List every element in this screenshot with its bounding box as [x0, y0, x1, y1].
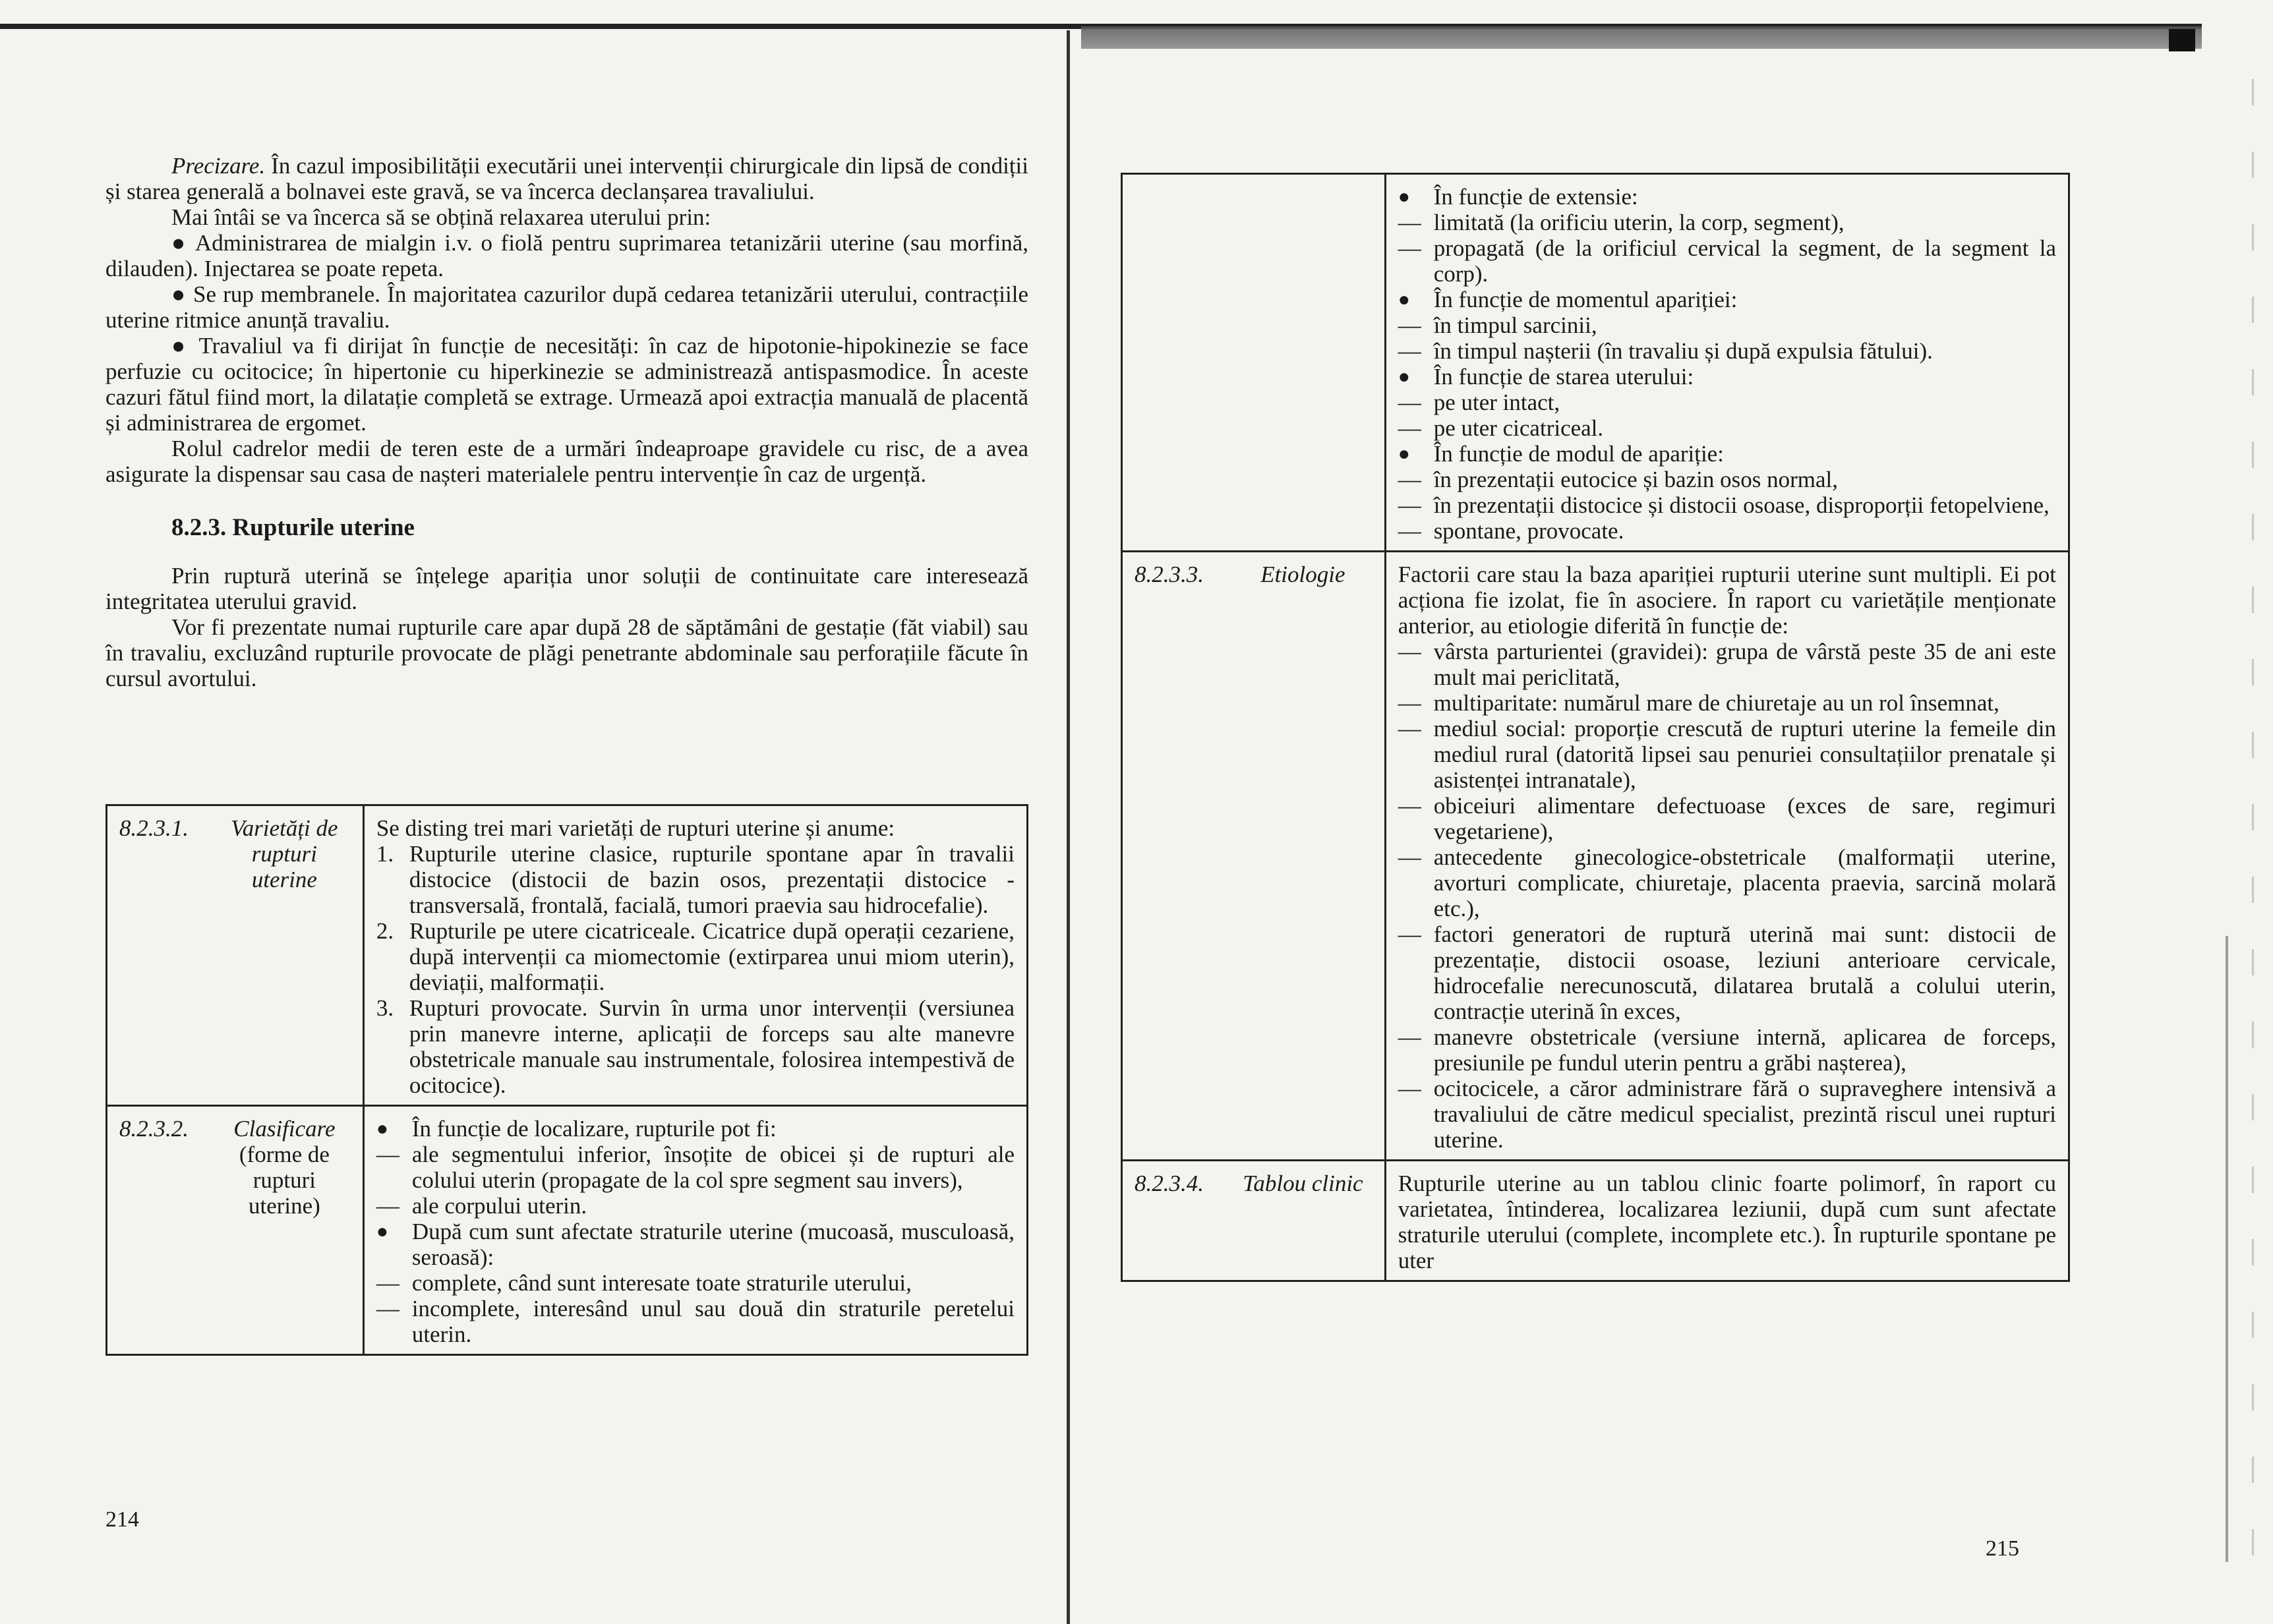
list-item — [1398, 716, 2056, 793]
dash-icon: — — [1398, 467, 1421, 492]
item-text: După cum sunt afectate straturile uterine (mucoasă, musculoasă, seroasă): — [411, 1219, 1015, 1270]
dash-icon: — — [1398, 639, 1421, 664]
list-item — [1398, 518, 2056, 544]
table-row — [1122, 174, 2069, 552]
item-text: multiparitate: numărul mare de chiuretaje au un rol însemnat, — [1433, 690, 1999, 716]
dash-icon: — — [376, 1142, 399, 1167]
list-item — [1398, 312, 2056, 338]
item-text: ale corpului uterin. — [411, 1193, 587, 1219]
list-item — [1398, 287, 2056, 312]
page-edge-shadow — [2226, 936, 2228, 1562]
item-text: ocitocicele, a căror administrare fără o supraveghere intensivă a travaliului de către medicul specialist, prezintă riscul unei rupturi uterine. — [1433, 1076, 2056, 1153]
section-heading: 8.2.3. Rupturile uterine — [171, 514, 415, 541]
section-title: Tablou clinic — [1243, 1171, 1363, 1196]
list-item — [376, 1296, 1015, 1347]
dash-icon: — — [376, 1193, 399, 1219]
list-item — [376, 1219, 1015, 1270]
dash-icon: — — [376, 1270, 399, 1296]
item-text: În funcție de modul de apariție: — [1433, 441, 1724, 467]
dash-icon: — — [1398, 921, 1421, 947]
row-content-cell — [1385, 1161, 2069, 1281]
item-text: În funcție de localizare, rupturile pot fi: — [411, 1116, 777, 1142]
row-text: Rupturile uterine au un tablou clinic foarte polimorf, în raport cu varietatea, întinderea, localizarea leziunii, după cum sunt afectate straturile uterului (complete, incomplete etc.). În rupturile spontane pe uter — [1398, 1171, 2056, 1273]
row-label-cell — [107, 805, 364, 1106]
row-label-cell — [1122, 1161, 1386, 1281]
dash-icon: — — [1398, 492, 1421, 518]
dash-icon: — — [1398, 1024, 1421, 1050]
bullet-icon: ● — [171, 333, 190, 359]
top-scan-shadow — [1081, 26, 2202, 49]
list-item — [1398, 690, 2056, 716]
table-row — [107, 1106, 1028, 1355]
row-intro: Se disting trei mari varietăți de rupturi uterine și anume: — [376, 815, 895, 841]
left-page-text — [105, 153, 1028, 691]
item-text: propagată (de la orificiul cervical la segment, de la segment la corp). — [1433, 235, 2056, 287]
dash-icon: — — [1398, 1076, 1421, 1101]
section-title — [218, 1116, 351, 1219]
item-text: mediul social: proporție crescută de rupturi uterine la femeile din mediul rural (datorită lipsei sau penuriei consultațiilor prenatale și asistenței intranatale), — [1433, 716, 2056, 793]
section-number: 8.2.3.4. — [1135, 1171, 1204, 1196]
list-item — [376, 918, 1015, 995]
dash-icon: — — [1398, 415, 1421, 441]
list-item — [1398, 1024, 2056, 1076]
item-number: 2. — [376, 918, 394, 944]
paragraph-text: Se rup membranele. În majoritatea cazurilor după cedarea tetanizării uterului, contracțiile uterine ritmice anunță travaliu. — [105, 281, 1029, 333]
list-item — [376, 841, 1015, 918]
list-item — [1398, 639, 2056, 690]
list-item — [1398, 415, 2056, 441]
dash-icon: — — [1398, 338, 1421, 364]
bullet-icon: ● — [376, 1118, 388, 1140]
intro-paragraph: Prin ruptură uterină se înțelege apariția unor soluții de continuitate care interesează integritatea uterului gravid. — [105, 563, 1028, 614]
item-text: În funcție de extensie: — [1433, 184, 1638, 210]
item-number: 1. — [376, 841, 394, 867]
section-title: Varietăți de rupturi uterine — [231, 815, 338, 892]
list-item — [1398, 467, 2056, 492]
table-row — [1122, 1161, 2069, 1281]
bullet-icon: ● — [1398, 443, 1410, 465]
item-text: în prezentații eutocice și bazin osos normal, — [1433, 467, 1838, 492]
bullet-icon: ● — [376, 1221, 388, 1242]
list-item — [1398, 338, 2056, 364]
list-item — [376, 1116, 1015, 1142]
list-item — [1398, 390, 2056, 415]
item-text: Rupturi provocate. Survin în urma unor intervenții (versiunea prin manevre interne, aplicații de forceps sau alte manevre obstetricale manuale sau instrumentale, folosirea intempestivă de ocitocice). — [409, 995, 1015, 1098]
list-item — [376, 1270, 1015, 1296]
bullet-paragraph — [105, 281, 1028, 333]
page-number: 214 — [105, 1507, 139, 1532]
row-label-cell — [1122, 552, 1386, 1161]
paragraph: Mai întâi se va încerca să se obțină relaxarea uterului prin: — [171, 204, 711, 230]
list-item — [1398, 210, 2056, 235]
list-item — [1398, 844, 2056, 921]
item-text: În funcție de momentul apariției: — [1433, 287, 1738, 312]
page-edge-marks — [2252, 79, 2254, 1595]
list-item — [1398, 1076, 2056, 1153]
bullet-icon: ● — [171, 281, 187, 307]
table-row — [1122, 552, 2069, 1161]
bullet-paragraph — [105, 333, 1028, 436]
dash-icon: — — [1398, 210, 1421, 235]
item-text: în prezentații distocice și distocii osoase, disproporții fetopelviene, — [1433, 492, 2050, 518]
item-text: incomplete, interesând unul sau două din straturile peretelui uterin. — [411, 1296, 1015, 1347]
dash-icon: — — [1398, 844, 1421, 870]
left-table — [105, 804, 1028, 1356]
list-item — [1398, 235, 2056, 287]
row-content-cell — [363, 1106, 1027, 1355]
item-number: 3. — [376, 995, 394, 1021]
paragraph-text: Travaliul va fi dirijat în funcție de necesități: în caz de hipotonie-hipokinezie se face perfuzie cu ocitocice; în hipertonie cu hiperkinezie se administrează antispasmodice. În aceste cazuri fătul fiind mort, la dilatație completă se extrage. Urmează apoi extracția manuală de placentă și administrarea de ergomet. — [105, 333, 1029, 436]
section-number: 8.2.3.3. — [1135, 562, 1204, 587]
bullet-icon: ● — [1398, 289, 1410, 310]
right-table — [1121, 173, 2070, 1282]
row-label — [119, 1116, 351, 1219]
item-text: pe uter intact, — [1433, 390, 1560, 415]
list-item — [1398, 793, 2056, 844]
item-text: spontane, provocate. — [1433, 518, 1624, 544]
paragraph-lead: Precizare. — [171, 153, 266, 179]
item-text: în timpul nașterii (în travaliu și după expulsia fătului). — [1433, 338, 1933, 364]
dash-icon: — — [1398, 390, 1421, 415]
item-text: Rupturile uterine clasice, rupturile spontane apar în travalii distocice (distocii de bazin osos, prezentații distocice - transversală, frontală, facială, tumori praevia sau hidrocefalie). — [409, 841, 1015, 918]
item-text: Rupturile pe utere cicatriceale. Cicatrice după operații cezariene, după intervenții ca miomectomie (extirparea unui miom uterin), deviații, malformații. — [409, 918, 1015, 995]
dash-icon: — — [1398, 312, 1421, 338]
item-text: factori generatori de ruptură uterină mai sunt: distocii de prezentație, distocii osoase, leziuni anterioare cervicale, hidrocefalie nerecunoscută, dilatarea brutală a colului uterin, contracție uterină în exces, — [1433, 921, 2056, 1024]
page-number: 215 — [1986, 1536, 2019, 1561]
scan-blot — [2169, 29, 2195, 51]
item-text: manevre obstetricale (versiune internă, aplicarea de forceps, presiunile pe fundul uterin pentru a grăbi nașterea), — [1433, 1024, 2056, 1076]
item-text: vârsta parturientei (gravidei): grupa de vârstă peste 35 de ani este mult mai periclitată, — [1433, 639, 2056, 690]
section-number: 8.2.3.2. — [119, 1116, 189, 1142]
list-item — [376, 1142, 1015, 1193]
row-intro: Factorii care stau la baza apariției rupturii uterine sunt multipli. Ei pot acționa fie izolat, fie în asociere. În raport cu varietățile menționate anterior, au etiologie diferită în funcție de: — [1398, 562, 2056, 639]
paragraph: Rolul cadrelor medii de teren este de a urmări îndeaproape gravidele cu risc, de a avea asigurate la dispensar sau casa de nașteri materialele pentru intervenție în caz de urgență. — [105, 436, 1028, 487]
item-text: În funcție de starea uterului: — [1433, 364, 1694, 390]
list-item — [1398, 921, 2056, 1024]
section-title-italic: Clasificare — [233, 1116, 336, 1142]
list-item — [376, 995, 1015, 1098]
list-item — [1398, 364, 2056, 390]
row-label — [1135, 1171, 1373, 1196]
row-content-cell — [1385, 174, 2069, 552]
list-item — [1398, 184, 2056, 210]
paragraph-text: Administrarea de mialgin i.v. o fiolă pentru suprimarea tetanizării uterine (sau morfină, dilauden). Injectarea se poate repeta. — [105, 230, 1028, 281]
bullet-paragraph — [105, 230, 1028, 281]
row-content-cell — [1385, 552, 2069, 1161]
dash-icon: — — [1398, 518, 1421, 544]
row-label-cell — [107, 1106, 364, 1355]
paragraph-precizare — [105, 153, 1028, 204]
dash-icon: — — [1398, 793, 1421, 819]
table-row — [107, 805, 1028, 1106]
bullet-icon: ● — [1398, 186, 1410, 208]
row-label — [119, 815, 351, 892]
row-content-cell — [363, 805, 1027, 1106]
dash-icon: — — [1398, 235, 1421, 261]
item-text: pe uter cicatriceal. — [1433, 415, 1604, 441]
bullet-icon: ● — [1398, 366, 1410, 388]
item-text: obiceiuri alimentare defectuoase (exces de sare, regimuri vegetariene), — [1433, 793, 2056, 844]
item-text: limitată (la orificiu uterin, la corp, segment), — [1433, 210, 1845, 235]
list-item — [1398, 492, 2056, 518]
paragraph-text: În cazul imposibilității executării unei intervenții chirurgicale din lipsă de condiții și starea generală a bolnavei este gravă, se va încerca declanșarea travaliului. — [105, 153, 1028, 204]
list-item — [1398, 441, 2056, 467]
row-label-cell — [1122, 174, 1386, 552]
section-number: 8.2.3.1. — [119, 815, 189, 841]
item-text: în timpul sarcinii, — [1433, 312, 1597, 338]
item-text: complete, când sunt interesate toate straturile uterului, — [411, 1270, 912, 1296]
list-item — [376, 1193, 1015, 1219]
item-text: ale segmentului inferior, însoțite de obicei și de rupturi ale colului uterin (propagate de la col spre segment sau invers), — [411, 1142, 1015, 1193]
section-title-plain: (forme de rupturi uterine) — [239, 1142, 330, 1219]
dash-icon: — — [376, 1296, 399, 1321]
intro-paragraph: Vor fi prezentate numai rupturile care apar după 28 de săptămâni de gestație (făt viabil) sau în travaliu, excluzând rupturile provocate de plăgi penetrante abdominale sau perforațiile făcute în cursul avortului. — [105, 614, 1028, 691]
dash-icon: — — [1398, 690, 1421, 716]
section-title: Etiologie — [1260, 562, 1345, 587]
bullet-icon: ● — [171, 230, 189, 256]
item-text: antecedente ginecologice-obstetricale (malformații uterine, avorturi complicate, chiuretaje, placenta praevia, sarcină molară etc.), — [1433, 844, 2056, 921]
row-label — [1135, 562, 1373, 587]
book-gutter — [1067, 30, 1070, 1624]
dash-icon: — — [1398, 716, 1421, 741]
